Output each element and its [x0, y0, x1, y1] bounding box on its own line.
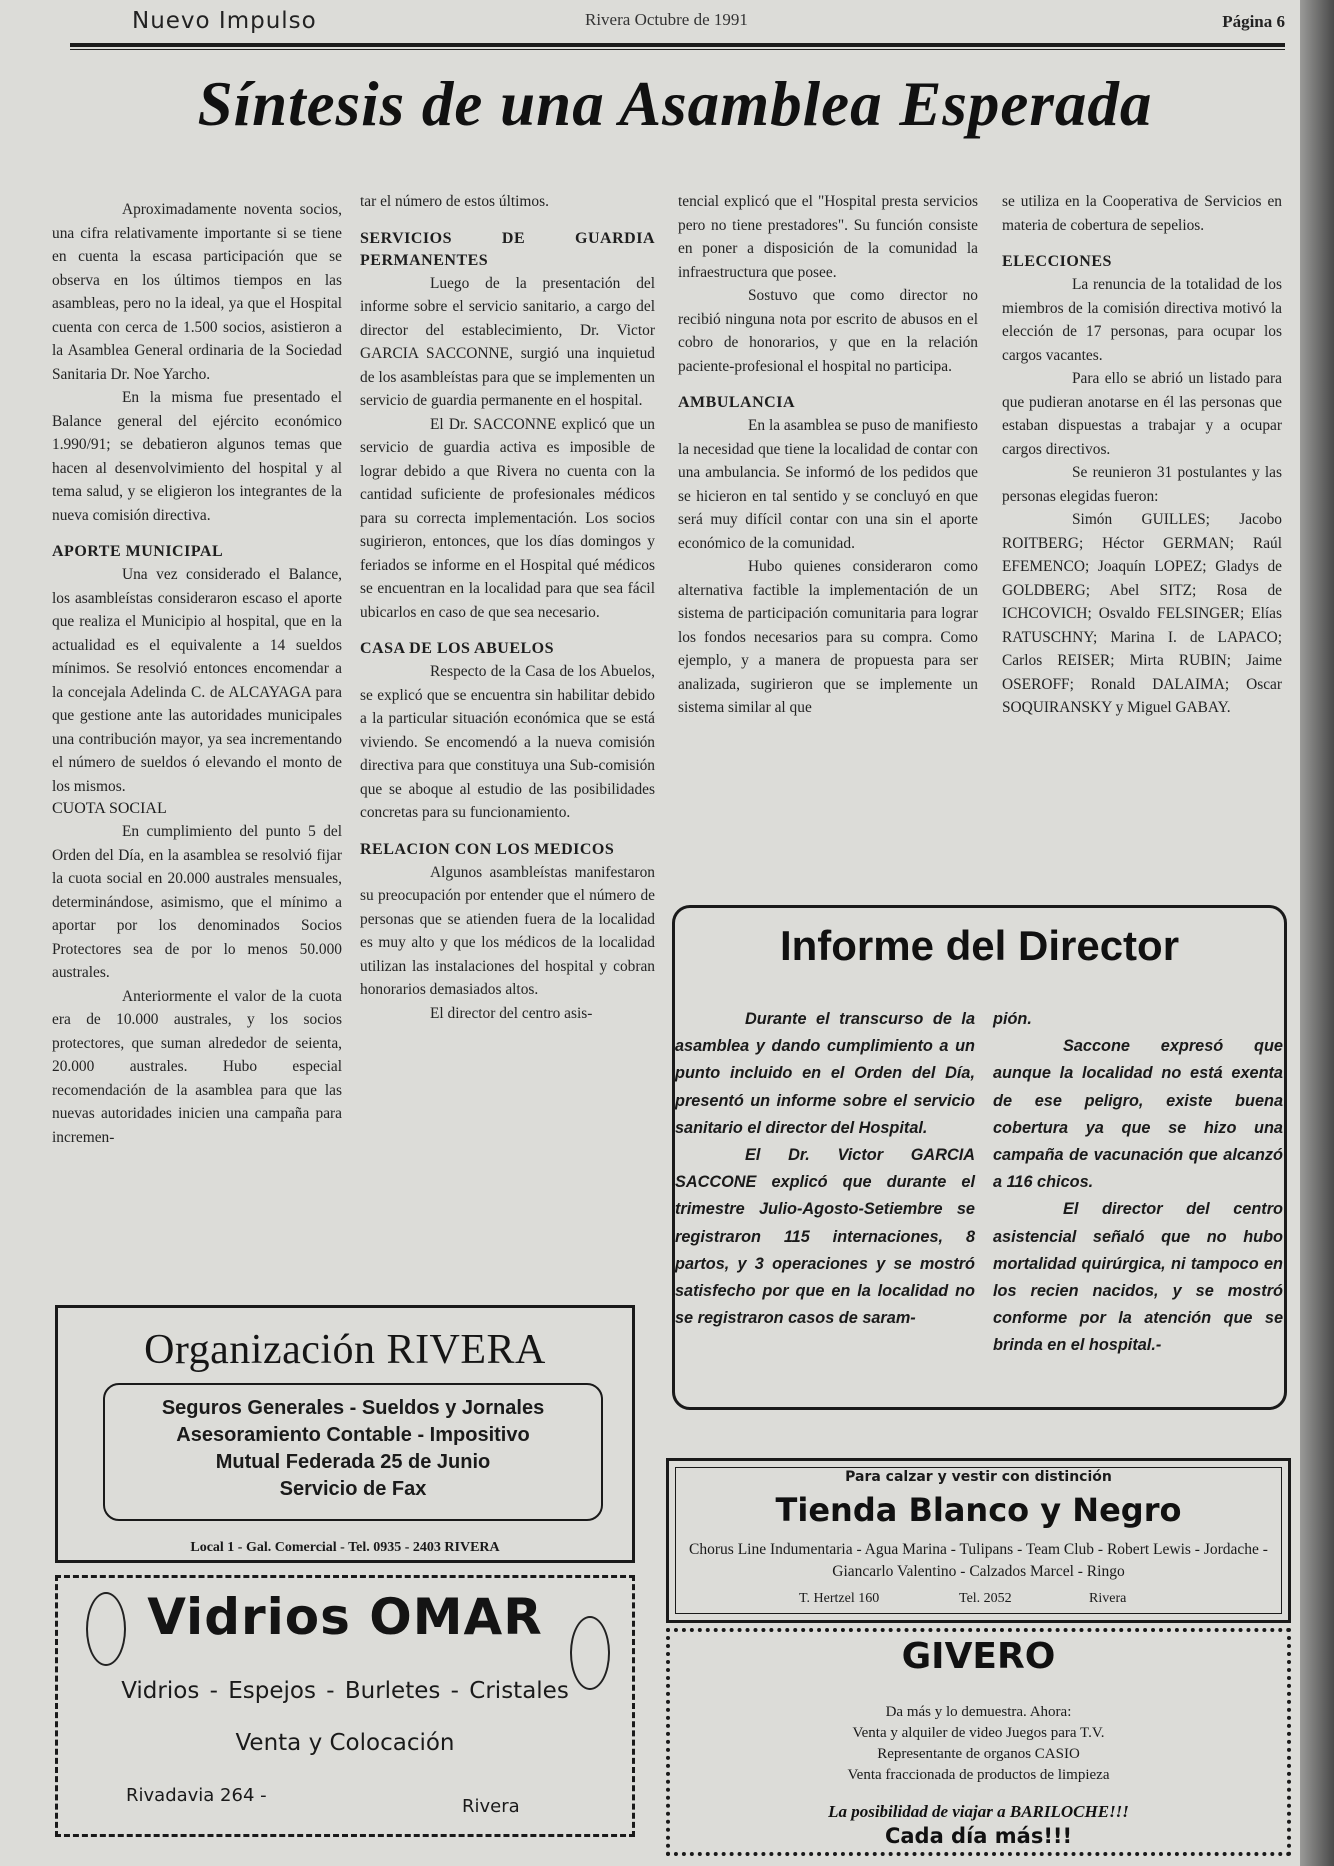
- ad-city: Rivera: [462, 1796, 520, 1817]
- ad-address: Local 1 - Gal. Comercial - Tel. 0935 - 2403 RIVERA: [190, 1540, 500, 1555]
- ad-brands: Chorus Line Indumentaria - Agua Marina - Tulipans - Team Club - Robert Lewis - Jordache - Giancarlo Valentino - Calzados Marcel - Ringo: [689, 1541, 1268, 1580]
- ad-service-line: Asesoramiento Contable - Impositivo: [176, 1424, 530, 1446]
- issue-date: Rivera Octubre de 1991: [585, 10, 748, 29]
- paragraph: El Dr. SACCONNE explicó que un servicio de guardia activa es imposible de lograr debido a que Rivera no cuenta con la cantidad suficiente de profesionales médicos para su correcta implementación. Los socios sugirieron, entonces, que los días domingos y feriados se informe en el Hospital qué médicos se encuentran en la localidad para que sea fácil ubicarlos en caso de que sea necesario.: [360, 415, 655, 621]
- paragraph: El Dr. Victor GARCIA SACCONE explicó que durante el trimestre Julio-Agosto-Setiembre se registraron 115 internaciones, 8 partos, y 3 operaciones y se mostró satisfecho por que en la localidad no se registraron casos de saram-: [675, 1146, 975, 1328]
- ad-organizacion-rivera: [55, 1305, 635, 1563]
- paragraph: El director del centro asis-: [430, 1004, 593, 1022]
- ad-service-line: Servicio de Fax: [279, 1478, 427, 1500]
- ad-title: Organización RIVERA: [144, 1327, 546, 1373]
- ad-title: GIVERO: [901, 1636, 1056, 1677]
- paragraph: Luego de la presentación del informe sobre el servicio sanitario, a cargo del director del establecimiento, Dr. Victor GARCIA SACCONNE, surgió una inquietud de los asambleístas para que se implementen un servicio de guardia permanente en el hospital.: [360, 274, 655, 409]
- director-report-title: Informe del Director: [779, 922, 1180, 969]
- paragraph: La renuncia de la totalidad de los miembros de la comisión directiva motivó la elección de 17 personas, para ocupar los cargos vacantes.: [1002, 276, 1282, 364]
- director-report-right-column: [993, 1006, 1283, 1360]
- paragraph: El director del centro asistencial señaló que no hubo mortalidad quirúrgica, ni tampoco en los recien nacidos, y se mostró conforme por la atención que se brinda en el hospital.-: [993, 1200, 1283, 1355]
- section-heading: SERVICIOS DE GUARDIA PERMANENTES: [360, 229, 655, 269]
- paragraph: Sostuvo que como director no recibió ninguna nota por escrito de abusos en el cobro de honorarios, y que en la relación paciente-profesional el hospital no participa.: [678, 287, 978, 375]
- article-headline: Síntesis de una Asamblea Esperada: [197, 69, 1153, 139]
- ad-call-to-action: Cada día más!!!: [884, 1824, 1073, 1848]
- section-heading: APORTE MUNICIPAL: [52, 543, 224, 560]
- paragraph: Para ello se abrió un listado para que pudieran anotarse en él las personas que estaban dispuestas a trabajar y a ocupar cargos directivos.: [1002, 370, 1282, 458]
- article-column-4: [1002, 190, 1282, 720]
- ad-line: Venta y alquiler de video Juegos para T.V.: [852, 1725, 1105, 1741]
- section-heading: RELACION CON LOS MEDICOS: [360, 840, 615, 858]
- paragraph: Durante el transcurso de la asamblea y dando cumplimiento a un punto incluido en el Orden del Día, presentó un informe sobre el servicio sanitario el director del Hospital.: [675, 1010, 975, 1137]
- paragraph: Algunos asambleístas manifestaron su preocupación por entender que el número de personas que se atienden fuera de la localidad es muy alto y que los médicos de la localidad utilizan las instalaciones del hospital y cobran honorarios demasiados altos.: [360, 863, 655, 998]
- paragraph: Respecto de la Casa de los Abuelos, se explicó que se encuentra sin habilitar debido a la particular situación económica que se está viviendo. Se encomendó a la nueva comisión directiva para que constituya una Sub-comisión que se aboque al estudio de las posibilidades concretas para su funcionamiento.: [360, 663, 655, 821]
- paragraph: se utiliza en la Cooperativa de Servicios en materia de cobertura de sepelios.: [1002, 193, 1282, 234]
- ad-vidrios-omar: [55, 1575, 635, 1837]
- paragraph: Una vez considerado el Balance, los asambleístas consideraron escaso el aporte que realiza el Municipio al hospital, que en la actualidad es el equivalente a 14 sueldos mínimos. Se resolvió entonces encomendar a la concejala Adelinda C. de ALCAYAGA para que gestione ante las autoridades municipales una contribución mayor, ya sea incrementando el número de sueldos ó elevando el monto de los mismos.: [52, 566, 342, 795]
- ad-title: Tienda Blanco y Negro: [775, 1491, 1182, 1529]
- paragraph: Saccone expresó que aunque la localidad no está exenta de ese peligro, existe buena cobertura ya que se hizo una campaña de vacunación que alcanzó a 116 chicos.: [993, 1037, 1283, 1192]
- ad-tagline: Para calzar y vestir con distinción: [845, 1469, 1112, 1485]
- section-heading: AMBULANCIA: [678, 394, 795, 411]
- section-heading: ELECCIONES: [1002, 253, 1112, 270]
- ad-address: T. Hertzel 160: [799, 1591, 880, 1606]
- page-edge-shadow: [1300, 0, 1334, 1866]
- ad-lines: [670, 1702, 1287, 1786]
- ad-city: Rivera: [1089, 1591, 1127, 1606]
- paragraph: Hubo quienes consideraron como alternativa factible la implementación de un sistema de participación comunitaria para lograr los fondos necesarios para su compra. Como ejemplo, y a manera de propuesta para ser analizada, sugirieron que se implemente un sistema similar al que: [678, 558, 978, 716]
- section-heading: CUOTA SOCIAL: [52, 800, 167, 817]
- ad-tienda-blanco-y-negro: [666, 1458, 1291, 1623]
- ad-line: Representante de organos CASIO: [877, 1746, 1080, 1762]
- paragraph: Anteriormente el valor de la cuota era de 10.000 australes, y los socios protectores, que suman alrededor de seienta, 20.000 australes. Hubo especial recomendación de la asamblea para que las nuevas autoridades inicien una campaña para incremen-: [52, 987, 342, 1146]
- ad-line: Da más y lo demuestra. Ahora:: [885, 1704, 1072, 1720]
- paragraph: En cumplimiento del punto 5 del Orden del Día, en la asamblea se resolvió fijar la cuota social en 20.000 australes mensuales, determinándose, asimismo, que el mínimo a aportar por los denominados Socios Protectores sea de por lo menos 50.000 australes.: [52, 823, 342, 981]
- ad-slogan: La posibilidad de viajar a BARILOCHE!!!: [828, 1802, 1129, 1821]
- masthead-rule-thin: [70, 49, 1285, 50]
- elected-members-list: Simón GUILLES; Jacobo ROITBERG; Héctor GERMAN; Raúl EFEMENCO; Joaquín LOPEZ; Gladys de GOLDBERG; Abel SITZ; Rosa de ICHCOVICH; Osvaldo FELSINGER; Elías RATUSCHNY; Marina I. de LAPACO; Carlos REISER; Mirta RUBIN; Jaime OSEROFF; Ronald DALAIMA; Oscar SOQUIRANSKY y Miguel GABAY.: [1002, 511, 1282, 716]
- paragraph: Se reunieron 31 postulantes y las personas elegidas fueron:: [1002, 464, 1282, 505]
- paragraph: En la misma fue presentado el Balance general del ejército económico 1.990/91; se debatieron algunos temas que hacen al desenvolvimiento del hospital y al tema salud, y se eligieron los integrantes de la nueva comisión directiva.: [52, 389, 342, 524]
- page-number: Página 6: [1222, 12, 1285, 31]
- ad-phone: Tel. 2052: [959, 1591, 1012, 1606]
- section-heading: CASA DE LOS ABUELOS: [360, 640, 555, 657]
- paragraph: pión.: [993, 1010, 1032, 1028]
- newspaper-name: Nuevo Impulso: [132, 8, 317, 34]
- masthead: [70, 6, 1285, 46]
- ad-service-line: Mutual Federada 25 de Junio: [215, 1451, 491, 1473]
- paragraph: Aproximadamente noventa socios, una cifra relativamente importante si se tiene en cuenta la escasa participación que se observa en los últimos tiempos en las asambleas, pero no la ideal, ya que el Hospital cuenta con cerca de 1.500 socios, asistieron a la Asamblea General ordinaria de la Sociedad Sanitaria Dr. Noe Yarcho.: [52, 201, 342, 383]
- paragraph: tencial explicó que el "Hospital presta servicios pero no tiene prestadores". Su función consiste en poner a disposición de la comunidad la infraestructura que posee.: [678, 193, 978, 281]
- director-report-left-column: [675, 1006, 975, 1332]
- ad-givero: [666, 1628, 1291, 1856]
- article-column-1: [52, 198, 342, 1149]
- article-column-3: [678, 190, 978, 720]
- ad-service: Venta y Colocación: [235, 1730, 455, 1756]
- ad-title: Vidrios OMAR: [147, 1588, 543, 1646]
- ad-service-line: Seguros Generales - Sueldos y Jornales: [161, 1397, 545, 1419]
- director-report-box: [672, 905, 1287, 1410]
- ad-services-box: [103, 1383, 603, 1521]
- masthead-rule: [70, 43, 1285, 47]
- ad-products: Vidrios - Espejos - Burletes - Cristales: [121, 1678, 569, 1704]
- ad-address: Rivadavia 264 -: [126, 1785, 267, 1806]
- paragraph: En la asamblea se puso de manifiesto la necesidad que tiene la localidad de contar con una ambulancia. Se informó de los pedidos que se hicieron en tal sentido y se concluyó en que será muy difícil contar con una sin el aporte económico de la comunidad.: [678, 417, 978, 552]
- ad-line: Venta fraccionada de productos de limpieza: [847, 1767, 1110, 1783]
- paragraph: tar el número de estos últimos.: [360, 193, 549, 210]
- article-column-2: [360, 190, 655, 1025]
